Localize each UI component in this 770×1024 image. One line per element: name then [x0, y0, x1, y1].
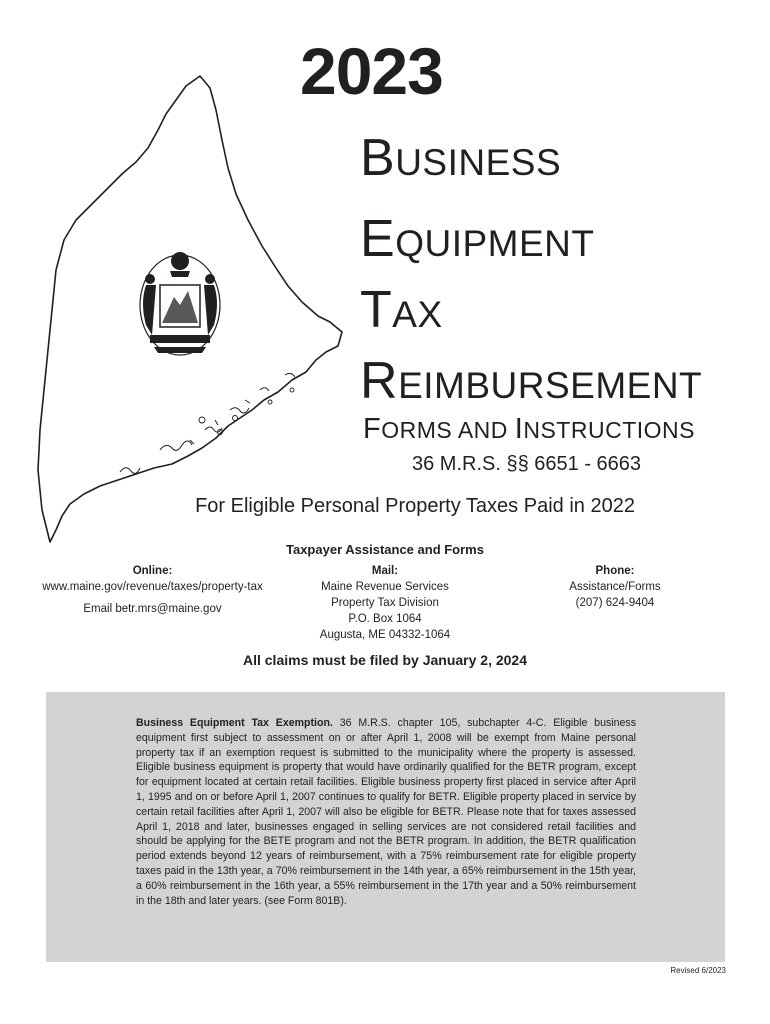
- phone-heading: Phone:: [595, 565, 635, 577]
- website-link[interactable]: www.maine.gov/revenue/taxes/property-tax: [42, 581, 263, 593]
- maine-state-seal-icon: [140, 252, 220, 355]
- title-word-tax: TAX: [360, 281, 443, 339]
- mail-line: P.O. Box 1064: [348, 613, 422, 625]
- title-word-business: BUSINESS: [360, 129, 562, 187]
- online-heading: Online:: [132, 565, 173, 577]
- revision-date: Revised 6/2023: [670, 966, 726, 975]
- phone-number: (207) 624-9404: [575, 597, 655, 609]
- statute-reference: 36 M.R.S. §§ 6651 - 6663: [412, 453, 642, 475]
- title-word-reimbursement: REIMBURSEMENT: [360, 352, 703, 410]
- maine-map-outline-icon: [30, 70, 360, 550]
- eligible-taxes-line: For Eligible Personal Property Taxes Paid in 2022: [195, 495, 635, 517]
- mail-line: Property Tax Division: [331, 597, 439, 609]
- exemption-body: 36 M.R.S. chapter 105, subchapter 4-C. Eligible business equipment first subject to assessment on or after April 1, 2008 will be exempt from Maine personal property tax if an exemption request is submitted to the municipality where the property is assessed. Eligible business equipment is property that would have ordinarily qualified for the BETR program, except for equipment located at certain retail facilities. Eligible business property first placed in service after April 1, 1995 and on or before April 1, 2007 continues to qualify for BETR. Eligible property placed in service by certain retail facilities after April 1, 2007 will also be eligible for BETR. Please note that for taxes assessed April 1, 2018 and later, businesses engaged in selling services are not considered retail facilities and should be applying for the BETE program and not the BETR program. In addition, the BETR qualification period extends beyond 12 years of reimbursement, with a 75% reimbursement rate for eligible property taxes paid in the 13th year, a 70% reimbursement in the 14th year, a 65% reimbursement in the 15th year, a 60% reimbursement in the 16th year, a 55% reimbursement in the 17th year and a 50% reimbursement in the 18th and later years. (see Form 801B).: [136, 717, 636, 907]
- forms-and-instructions-subtitle: FORMS AND INSTRUCTIONS: [363, 413, 695, 445]
- phone-line: Assistance/Forms: [569, 581, 661, 593]
- exemption-paragraph: [136, 716, 636, 908]
- phone-contact: [545, 563, 685, 611]
- title-word-equipment: EQUIPMENT: [360, 210, 595, 268]
- email-link[interactable]: Email betr.mrs@maine.gov: [83, 603, 222, 615]
- mail-line: Augusta, ME 04332-1064: [319, 629, 451, 641]
- exemption-heading: Business Equipment Tax Exemption.: [136, 717, 333, 729]
- online-contact: [40, 563, 265, 617]
- year-title: 2023: [300, 34, 443, 108]
- mail-contact: [295, 563, 475, 643]
- mail-line: Maine Revenue Services: [321, 581, 449, 593]
- assistance-heading: Taxpayer Assistance and Forms: [286, 542, 484, 557]
- mail-heading: Mail:: [371, 565, 399, 577]
- filing-deadline: All claims must be filed by January 2, 2024: [242, 652, 527, 668]
